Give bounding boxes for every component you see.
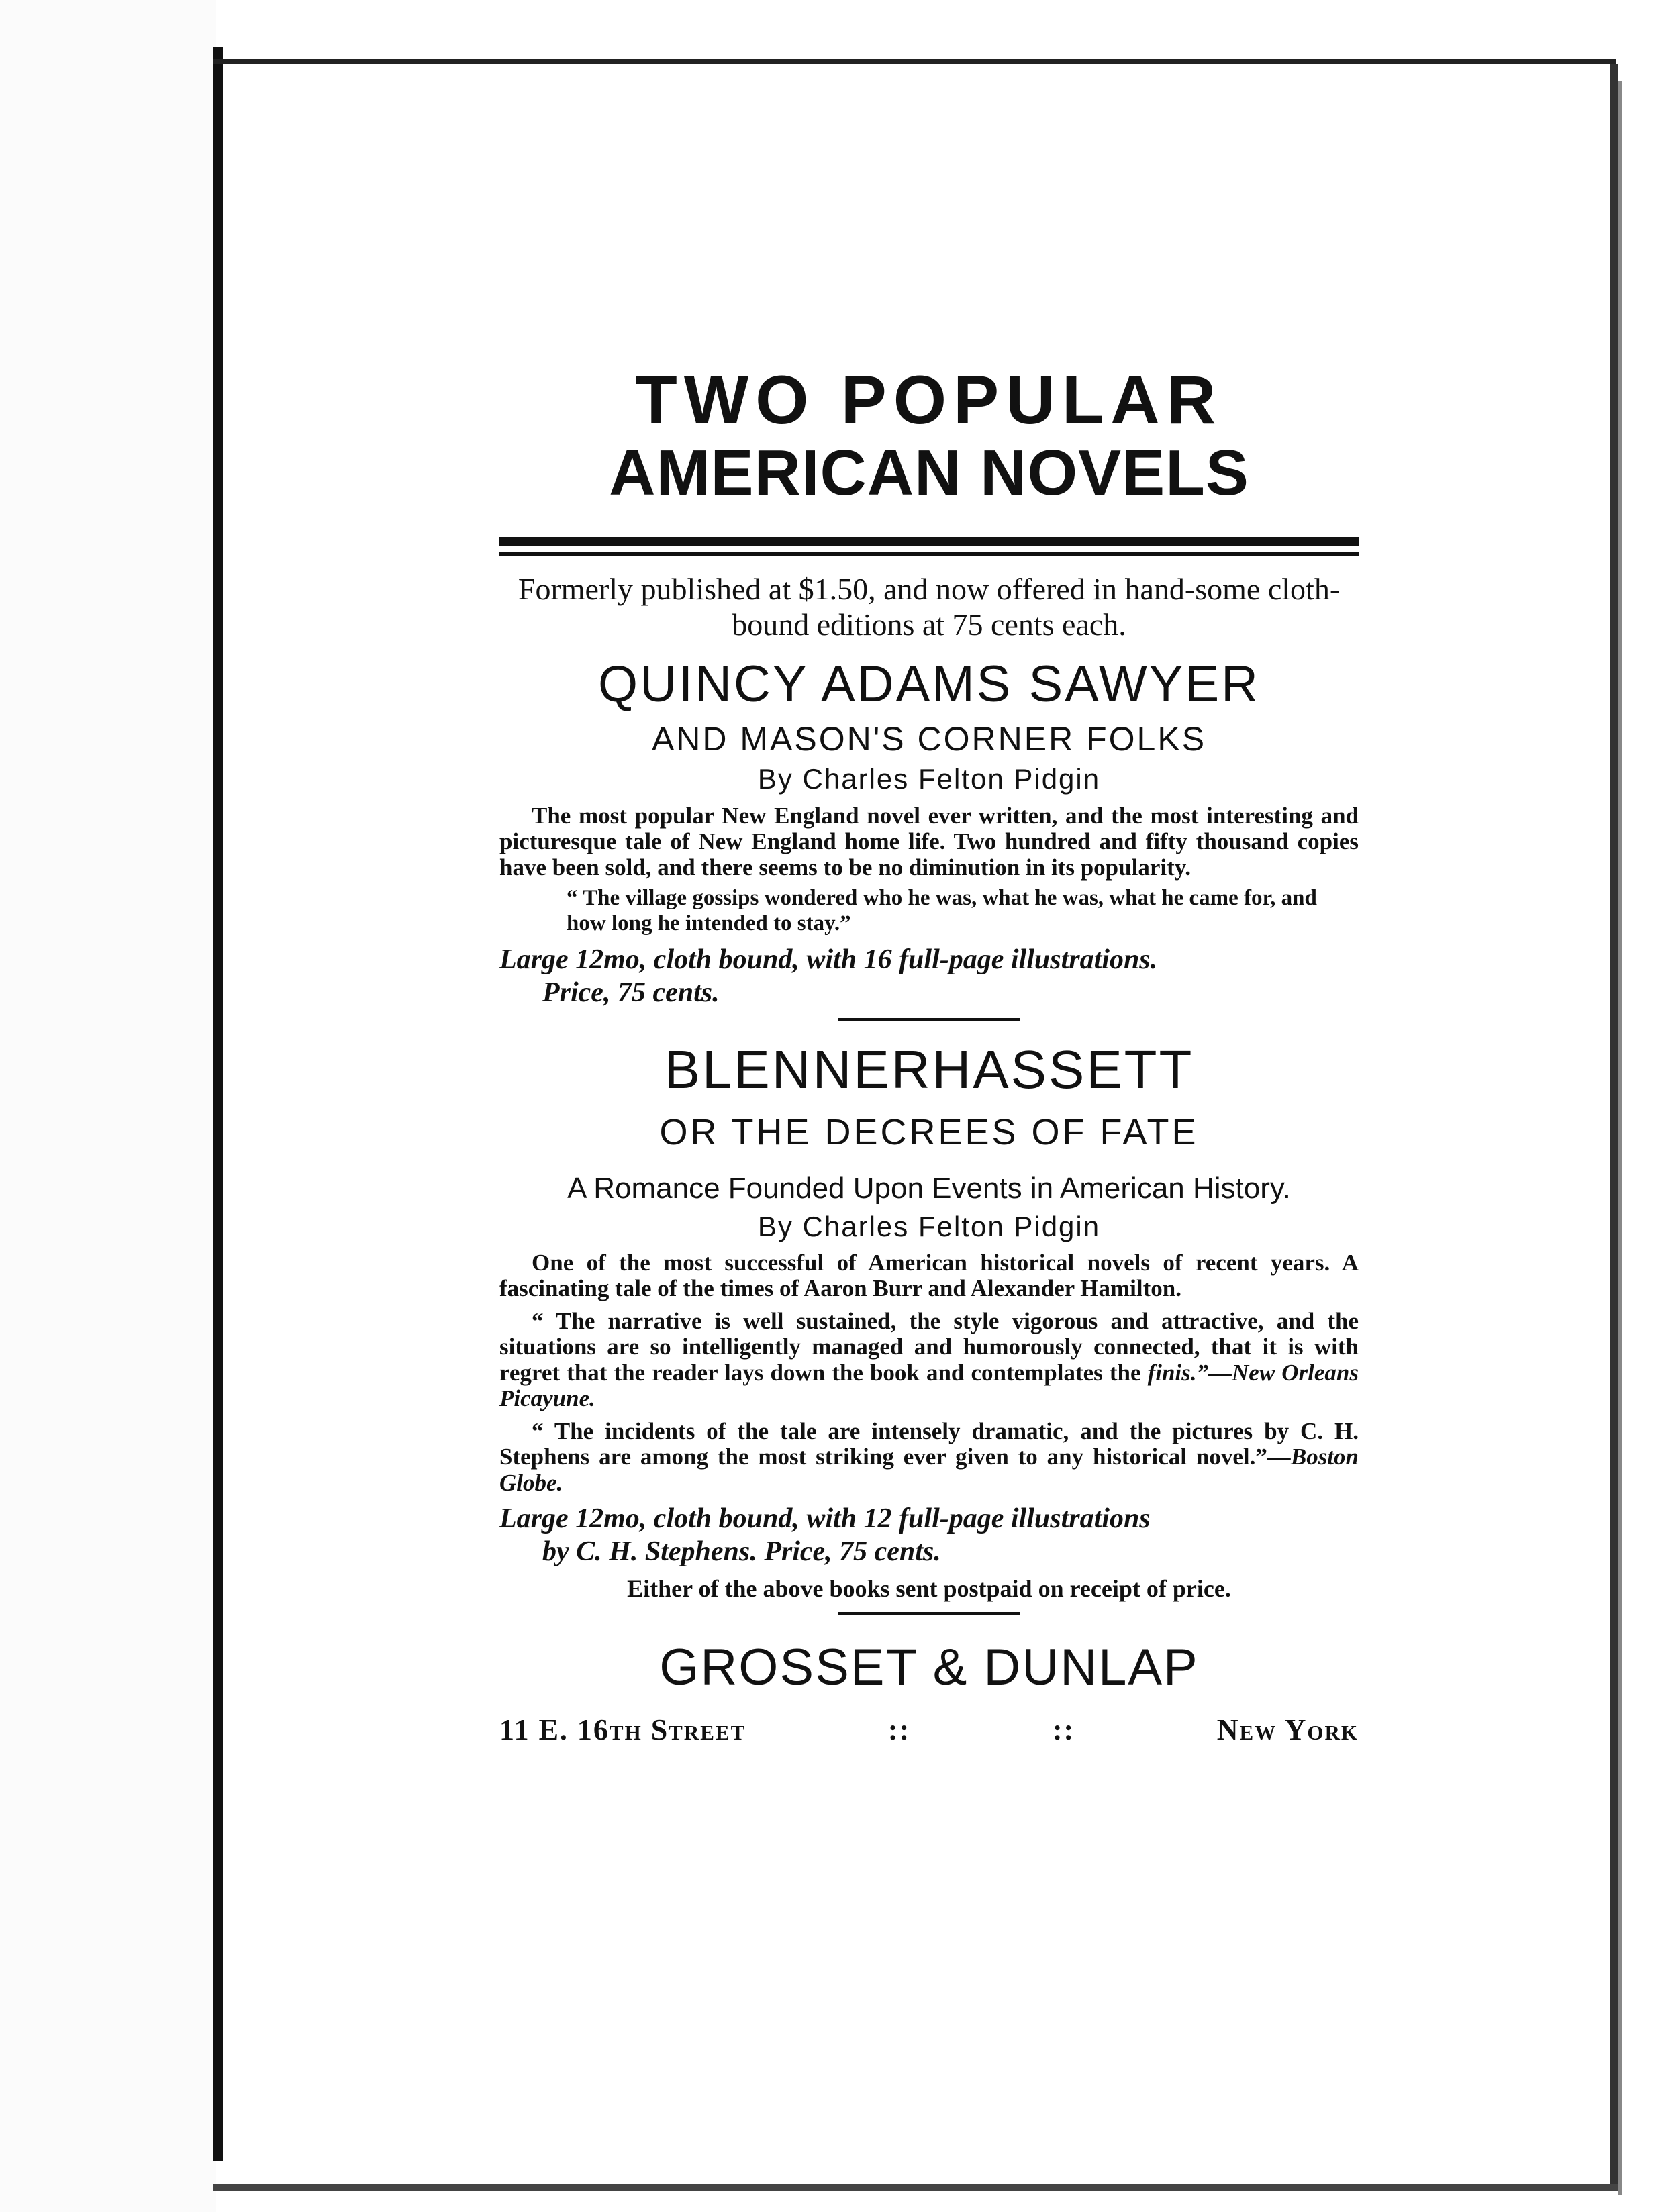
- page-right-edge-shadow: [1618, 81, 1622, 2195]
- page-top-edge: [213, 59, 1616, 64]
- publisher-city: New York: [1216, 1713, 1359, 1746]
- heading-rule-thick: [499, 537, 1359, 546]
- address-separator-2: ::: [1052, 1713, 1075, 1746]
- book1-format-line1: Large 12mo, cloth bound, with 16 full-page illustrations.: [499, 944, 1158, 976]
- book2-title: BLENNERHASSETT: [664, 1039, 1194, 1099]
- page-bottom-edge: [213, 2184, 1618, 2191]
- book2-description: One of the most successful of American historical novels of recent years. A fascinating tale of the times of Aaron Burr and Alexander Hamilton.: [499, 1249, 1359, 1302]
- publisher-street: 11 E. 16th Street: [499, 1713, 746, 1746]
- book1-format: [499, 944, 1359, 1009]
- intro-text: Formerly published at $1.50, and now offered in hand-some cloth-bound editions at 75 cents each.: [518, 571, 1341, 642]
- book2-tagline: A Romance Founded Upon Events in American History.: [567, 1171, 1291, 1205]
- address-separator-1: ::: [887, 1713, 911, 1746]
- book2-review-1: [499, 1309, 1359, 1412]
- book2-format-line1: Large 12mo, cloth bound, with 12 full-page illustrations: [499, 1503, 1151, 1535]
- book2-author: By Charles Felton Pidgin: [757, 1210, 1101, 1242]
- heading-line-1: TWO POPULAR: [635, 362, 1223, 438]
- section-divider-1: [838, 1018, 1020, 1021]
- book1-subtitle: AND MASON'S CORNER FOLKS: [651, 719, 1207, 758]
- book1-quote: “ The village gossips wondered who he was, what he was, what he came for, and how long he intended to stay.”: [567, 886, 1317, 936]
- book2-review-2: [499, 1419, 1359, 1497]
- section-divider-2: [838, 1612, 1020, 1615]
- facing-page-blank: [0, 0, 216, 2212]
- book2-subtitle: OR THE DECREES OF FATE: [659, 1111, 1199, 1152]
- page-gutter-edge: [213, 47, 223, 2161]
- postpaid-note: Either of the above books sent postpaid on receipt of price.: [627, 1574, 1231, 1602]
- publisher-name: GROSSET & DUNLAP: [659, 1638, 1199, 1696]
- publisher-address: [499, 1713, 1359, 1747]
- heading-line-2: AMERICAN NOVELS: [609, 437, 1249, 509]
- book2-review-1-source: .”—New Orleans Picayune.: [499, 1359, 1359, 1412]
- book1-author: By Charles Felton Pidgin: [757, 763, 1101, 795]
- advertisement-block: [499, 362, 1359, 1747]
- page-right-edge: [1610, 64, 1618, 2188]
- book1-title: QUINCY ADAMS SAWYER: [597, 655, 1261, 713]
- book2-review-2-text: “ The incidents of the tale are intensely dramatic, and the pictures by C. H. Stephens are among the most striking ever given to any historical novel.”: [499, 1417, 1359, 1470]
- book2-review-2-source: —Boston Globe.: [499, 1444, 1359, 1496]
- book2-review-1-finis: finis: [1147, 1359, 1191, 1386]
- book2-format: [499, 1503, 1359, 1568]
- heading-rule-thin: [499, 552, 1359, 556]
- book2-review-1-text: “ The narrative is well sustained, the style vigorous and attractive, and the situations are so intelligently managed and humorously connected, that it is with regret that the reader lays down the book and contemplates the: [499, 1307, 1359, 1386]
- book1-format-line2: Price, 75 cents.: [542, 976, 720, 1008]
- book1-description: The most popular New England novel ever written, and the most interesting and picturesque tale of New England home life. Two hundred and fifty thousand copies have been sold, and there seems to be no diminution in its popularity.: [499, 802, 1359, 881]
- book2-format-line2: by C. H. Stephens. Price, 75 cents.: [542, 1536, 941, 1567]
